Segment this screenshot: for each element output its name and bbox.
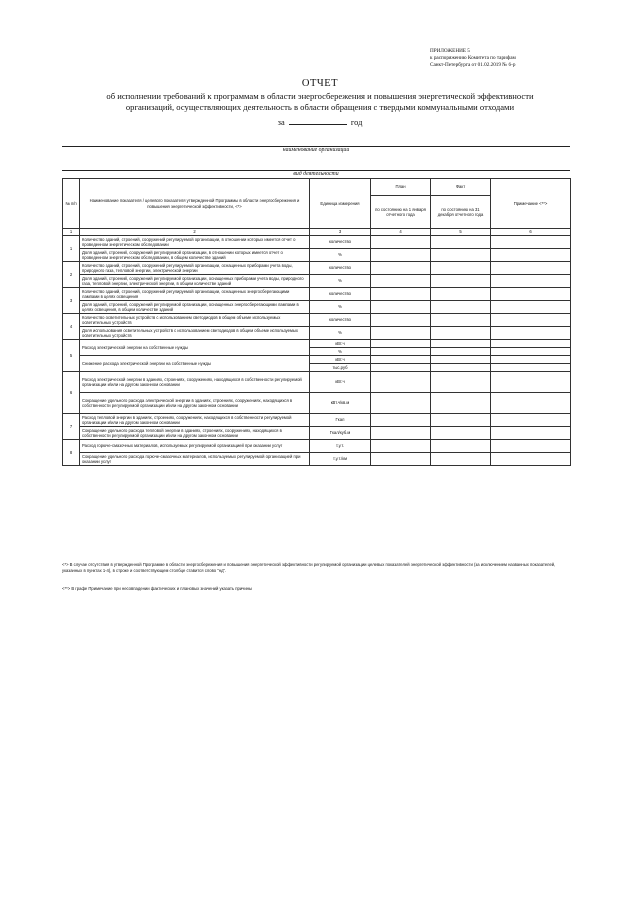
col-number: 5 bbox=[431, 229, 491, 236]
col-number: 1 bbox=[63, 229, 80, 236]
indicator-unit: кВт.ч bbox=[310, 340, 371, 348]
fact-cell[interactable] bbox=[431, 262, 491, 275]
indicator-unit: количество bbox=[310, 314, 371, 327]
note-cell[interactable] bbox=[491, 275, 571, 288]
table-row bbox=[63, 340, 571, 348]
report-period bbox=[0, 116, 640, 127]
table-row bbox=[63, 372, 571, 393]
indicator-unit: Гкал bbox=[310, 414, 371, 427]
note-cell[interactable] bbox=[491, 327, 571, 340]
note-cell[interactable] bbox=[491, 236, 571, 249]
table-row bbox=[63, 327, 571, 340]
indicator-unit: % bbox=[310, 327, 371, 340]
indicator-name: Доля зданий, строений, сооружений регулируемой организации, в отношении которых имеется отчет о проведенном энергетическом обследовании, в общем количестве зданий bbox=[80, 249, 310, 262]
header-fact: Факт bbox=[431, 179, 491, 196]
report-subtitle-line1: об исполнении требований к программам в области энергосбережения и повышения энергетической эффективности bbox=[106, 91, 534, 101]
indicator-name: Количество зданий, строений, сооружений регулируемой организации, оснащенных энергосберегающими лампами в целях освещения bbox=[80, 288, 310, 301]
fact-cell[interactable] bbox=[431, 440, 491, 453]
org-name-caption: наименование организации bbox=[282, 147, 350, 153]
indicator-unit: количество bbox=[310, 236, 371, 249]
indicator-name: Количество осветительных устройств с использованием светодиодов в общем объеме используемых осветительных устройств bbox=[80, 314, 310, 327]
plan-cell[interactable] bbox=[371, 364, 431, 372]
column-numbers-row bbox=[63, 229, 571, 236]
plan-cell[interactable] bbox=[371, 314, 431, 327]
indicator-unit: кВт.ч/кв.м bbox=[310, 393, 371, 414]
indicator-name: Доля использования осветительных устройств с использованием светодиодов в общем объеме используемых осветительных устройств bbox=[80, 327, 310, 340]
table-row bbox=[63, 288, 571, 301]
appendix-order: к распоряжению Комитета по тарифам bbox=[430, 55, 516, 61]
row-number: 6 bbox=[63, 372, 80, 414]
note-cell[interactable] bbox=[491, 414, 571, 427]
plan-cell[interactable] bbox=[371, 288, 431, 301]
plan-cell[interactable] bbox=[371, 275, 431, 288]
table-row bbox=[63, 414, 571, 427]
indicator-unit: % bbox=[310, 249, 371, 262]
indicator-name: Расход горюче-смазочных материалов, используемых регулируемой организацией при оказании услуг bbox=[80, 440, 310, 453]
indicator-unit: количество bbox=[310, 288, 371, 301]
indicator-unit: количество bbox=[310, 262, 371, 275]
plan-cell[interactable] bbox=[371, 356, 431, 364]
period-year-blank[interactable] bbox=[289, 116, 347, 125]
table-row bbox=[63, 275, 571, 288]
fact-cell[interactable] bbox=[431, 372, 491, 393]
table-row bbox=[63, 393, 571, 414]
table-body bbox=[63, 236, 571, 466]
indicator-unit: кВт.ч bbox=[310, 372, 371, 393]
row-number: 2 bbox=[63, 262, 80, 288]
indicator-unit: т.у.т./км bbox=[310, 453, 371, 466]
table-row bbox=[63, 262, 571, 275]
appendix-block bbox=[430, 48, 610, 69]
fact-cell[interactable] bbox=[431, 414, 491, 427]
plan-cell[interactable] bbox=[371, 414, 431, 427]
plan-cell[interactable] bbox=[371, 236, 431, 249]
note-cell[interactable] bbox=[491, 356, 571, 364]
report-table bbox=[62, 178, 571, 466]
header-plan: План bbox=[371, 179, 431, 196]
report-title: ОТЧЕТ bbox=[301, 78, 339, 89]
indicator-unit: % bbox=[310, 348, 371, 356]
table-row bbox=[63, 440, 571, 453]
fact-cell[interactable] bbox=[431, 348, 491, 356]
col-number: 3 bbox=[310, 229, 371, 236]
col-number: 2 bbox=[80, 229, 310, 236]
indicator-name: Сокращение удельного расхода электрической энергии в зданиях, строениях, сооружениях, находящихся в собственности регулируемой организации и/или на другом законном основании bbox=[80, 393, 310, 414]
row-number: 4 bbox=[63, 314, 80, 340]
fact-cell[interactable] bbox=[431, 453, 491, 466]
appendix-date: Санкт-Петербурга от 01.02.2019 № 6-р bbox=[430, 62, 516, 68]
fact-cell[interactable] bbox=[431, 356, 491, 364]
report-subtitle-line2: организаций, осуществляющих деятельность в области обращения с твердыми коммунальными отходами bbox=[125, 102, 515, 112]
indicator-unit: Гкал/куб.м bbox=[310, 427, 371, 440]
period-prefix: за bbox=[277, 118, 285, 127]
indicator-unit: кВт.ч bbox=[310, 356, 371, 364]
indicator-name: Сокращение удельного расхода тепловой энергии в зданиях, строениях, сооружениях, находящихся в собственности регулируемой организации и/или на другом законном основании bbox=[80, 427, 310, 440]
appendix-title: ПРИЛОЖЕНИЕ 5 bbox=[430, 48, 470, 54]
fact-cell[interactable] bbox=[431, 427, 491, 440]
header-indicator: Наименование показателя / целевого показателя утвержденной Программы в области энергосбережения и повышения энергетической эффективности, <*> bbox=[80, 179, 310, 229]
note-cell[interactable] bbox=[491, 427, 571, 440]
plan-cell[interactable] bbox=[371, 393, 431, 414]
plan-cell[interactable] bbox=[371, 249, 431, 262]
note-cell[interactable] bbox=[491, 440, 571, 453]
note-cell[interactable] bbox=[491, 348, 571, 356]
indicator-name: Расход тепловой энергии в зданиях, строениях, сооружениях, находящихся в собственности регулируемой организации и/или на другом законном основании bbox=[80, 414, 310, 427]
table-row bbox=[63, 356, 571, 364]
indicator-unit: % bbox=[310, 275, 371, 288]
plan-cell[interactable] bbox=[371, 340, 431, 348]
fact-cell[interactable] bbox=[431, 301, 491, 314]
note-cell[interactable] bbox=[491, 393, 571, 414]
fact-cell[interactable] bbox=[431, 393, 491, 414]
row-number: 5 bbox=[63, 340, 80, 372]
row-number: 7 bbox=[63, 414, 80, 440]
indicator-unit: % bbox=[310, 301, 371, 314]
note-cell[interactable] bbox=[491, 453, 571, 466]
indicator-unit: т.у.т. bbox=[310, 440, 371, 453]
plan-cell[interactable] bbox=[371, 440, 431, 453]
note-cell[interactable] bbox=[491, 364, 571, 372]
row-number: 1 bbox=[63, 236, 80, 262]
table-row bbox=[63, 249, 571, 262]
period-suffix: год bbox=[350, 118, 363, 127]
footnote-2: <**> В графе Примечание при несовпадении фактических и плановых значений указать причины bbox=[62, 586, 253, 591]
header-unit: Единица измерения bbox=[310, 179, 371, 229]
indicator-name: Расход электрической энергии на собственные нужды bbox=[80, 340, 310, 356]
note-cell[interactable] bbox=[491, 249, 571, 262]
note-cell[interactable] bbox=[491, 301, 571, 314]
plan-cell[interactable] bbox=[371, 453, 431, 466]
plan-cell[interactable] bbox=[371, 327, 431, 340]
table-row bbox=[63, 453, 571, 466]
header-note: Примечание <**> bbox=[491, 179, 571, 229]
fact-cell[interactable] bbox=[431, 340, 491, 348]
note-cell[interactable] bbox=[491, 288, 571, 301]
note-cell[interactable] bbox=[491, 340, 571, 348]
plan-cell[interactable] bbox=[371, 301, 431, 314]
indicator-name: Доля зданий, строений, сооружений регулируемой организации, оснащенных приборами учета воды, природного газа, тепловой энергии, электрической энергии, в общем количестве зданий bbox=[80, 275, 310, 288]
col-number: 6 bbox=[491, 229, 571, 236]
header-fact-date: по состоянию на 31 декабря отчетного года bbox=[431, 196, 491, 229]
table-row bbox=[63, 427, 571, 440]
table-row bbox=[63, 236, 571, 249]
indicator-name: Доля зданий, строений, сооружений регулируемой организации, оснащенных энергосберегающими лампами в целях освещения, в общем количестве зданий bbox=[80, 301, 310, 314]
header-num: № п/п bbox=[63, 179, 80, 229]
fact-cell[interactable] bbox=[431, 314, 491, 327]
plan-cell[interactable] bbox=[371, 348, 431, 356]
fact-cell[interactable] bbox=[431, 275, 491, 288]
fact-cell[interactable] bbox=[431, 249, 491, 262]
plan-cell[interactable] bbox=[371, 372, 431, 393]
indicator-name: Расход электрической энергии в зданиях, строениях, сооружениях, находящихся в собственности регулируемой организации и/или на другом законном основании bbox=[80, 372, 310, 393]
header-plan-date: по состоянию на 1 января отчетного года bbox=[371, 196, 431, 229]
activity-caption: вид деятельности bbox=[293, 171, 339, 177]
table-row bbox=[63, 314, 571, 327]
footnote-1: <*> В случае отсутствия в утвержденной Программе в области энергосбережения и повышения энергетической эффективности регулируемой организации целевых показателей энергетической эффективности (за исключением названных показателей, указанных в пунктах 1-4), в строке и соответствующем столбце ставится слово "нд". bbox=[62, 562, 556, 573]
row-number: 3 bbox=[63, 288, 80, 314]
note-cell[interactable] bbox=[491, 372, 571, 393]
table-row bbox=[63, 301, 571, 314]
fact-cell[interactable] bbox=[431, 288, 491, 301]
plan-cell[interactable] bbox=[371, 262, 431, 275]
fact-cell[interactable] bbox=[431, 364, 491, 372]
indicator-name: Количество зданий, строений, сооружений регулируемой организации, оснащенных приборами учета воды, природного газа, тепловой энергии, электрической энергии bbox=[80, 262, 310, 275]
plan-cell[interactable] bbox=[371, 427, 431, 440]
indicator-unit: тыс.руб bbox=[310, 364, 371, 372]
indicator-name: Количество зданий, строений, сооружений регулируемой организации, в отношении которых имеется отчет о проведенном энергетическом обследовании bbox=[80, 236, 310, 249]
row-number: 8 bbox=[63, 440, 80, 466]
fact-cell[interactable] bbox=[431, 327, 491, 340]
fact-cell[interactable] bbox=[431, 236, 491, 249]
note-cell[interactable] bbox=[491, 314, 571, 327]
note-cell[interactable] bbox=[491, 262, 571, 275]
indicator-name: Снижение расхода электрической энергии на собственные нужды bbox=[80, 356, 310, 372]
indicator-name: Сокращение удельного расхода горюче-смазочных материалов, используемых регулируемой организацией при оказании услуг bbox=[80, 453, 310, 466]
col-number: 4 bbox=[371, 229, 431, 236]
